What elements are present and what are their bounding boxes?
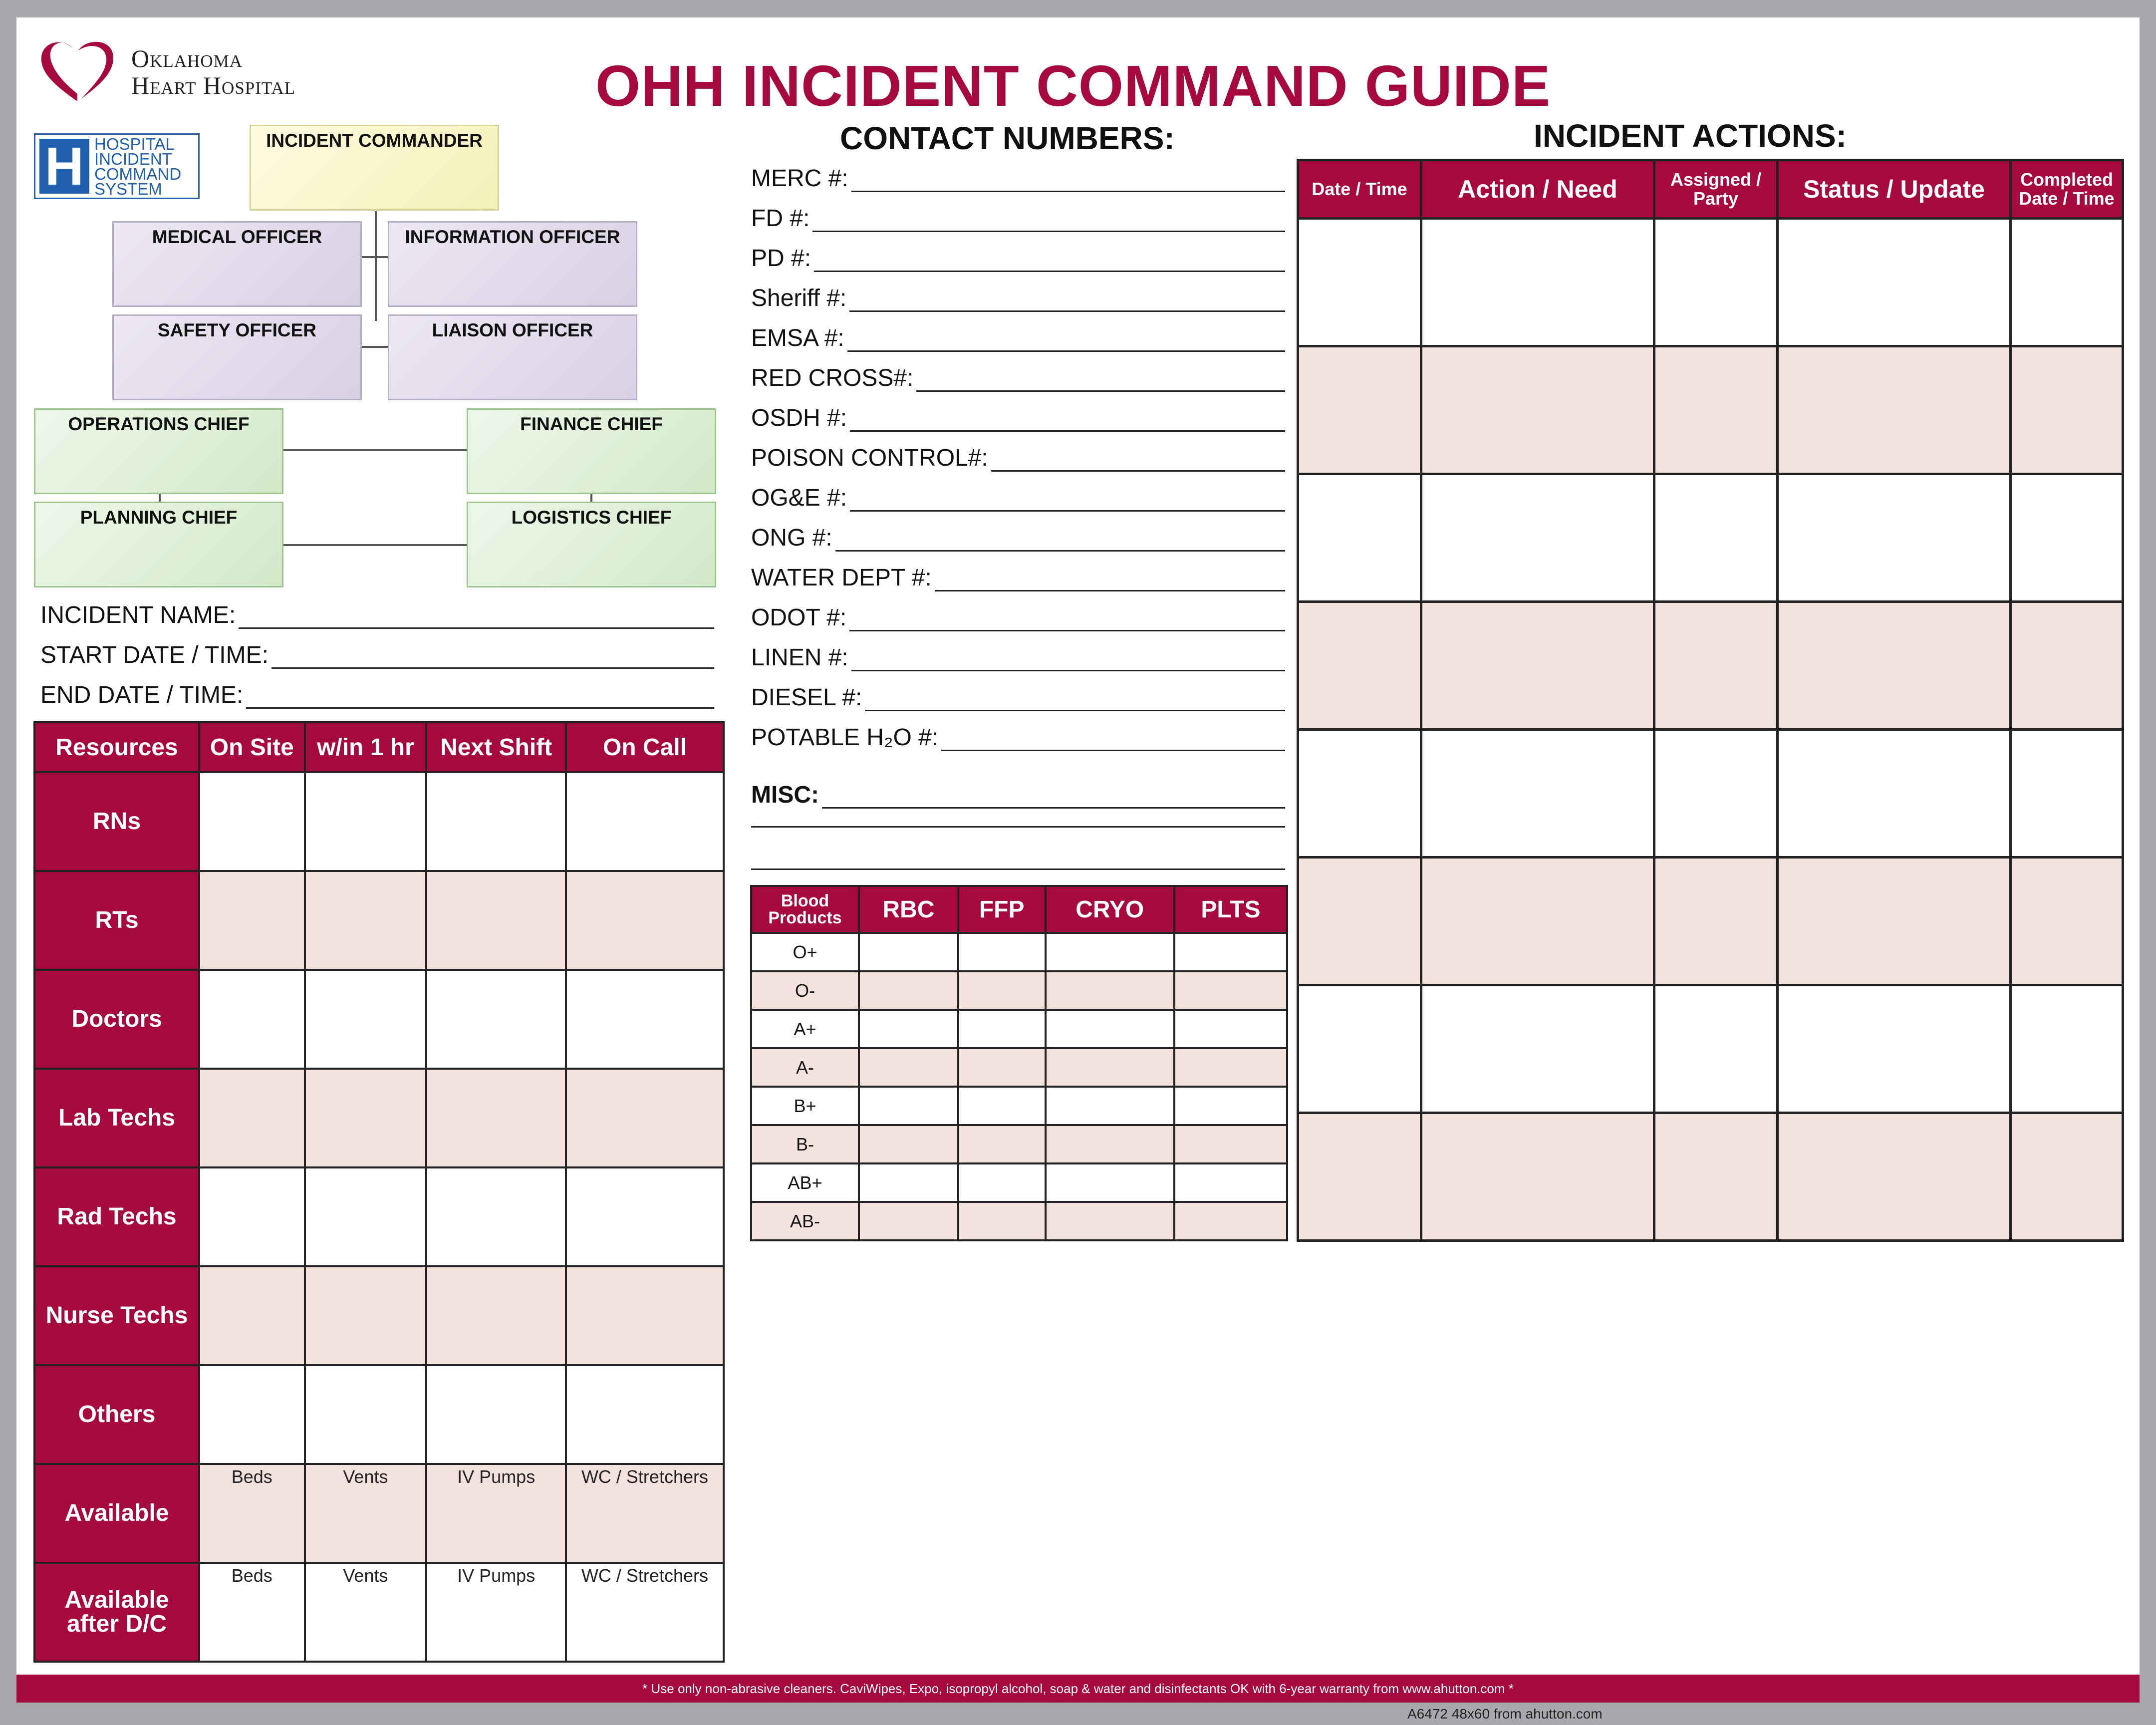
org-connector: [361, 346, 391, 348]
table-cell[interactable]: [958, 971, 1046, 1010]
table-cell[interactable]: [1046, 971, 1174, 1010]
table-row: [1298, 985, 2123, 1113]
contact-field[interactable]: [751, 444, 1285, 472]
field-label: ODOT #:: [751, 604, 847, 631]
blood-type: O-: [751, 971, 859, 1010]
table-cell[interactable]: [1778, 219, 2011, 346]
table-cell[interactable]: [426, 871, 566, 970]
entry-line[interactable]: [812, 211, 1285, 232]
entry-line[interactable]: [850, 490, 1285, 512]
contact-field[interactable]: [751, 205, 1285, 232]
table-cell[interactable]: [859, 933, 958, 971]
table-cell[interactable]: [566, 970, 724, 1069]
entry-line[interactable]: [851, 171, 1285, 192]
table-cell[interactable]: [1421, 602, 1654, 730]
entry-line[interactable]: [865, 690, 1285, 711]
table-cell[interactable]: [1174, 1163, 1287, 1202]
row-label: Rad Techs: [34, 1167, 199, 1266]
table-row: [751, 1010, 1287, 1048]
table-cell[interactable]: [1654, 730, 1778, 858]
table-cell[interactable]: [566, 1365, 724, 1464]
start-date-field[interactable]: [40, 641, 714, 669]
table-row: [34, 871, 724, 970]
table-cell[interactable]: [1654, 858, 1778, 985]
table-cell[interactable]: [2011, 474, 2123, 602]
table-cell[interactable]: IV Pumps: [426, 1563, 566, 1662]
table-cell[interactable]: [958, 1163, 1046, 1202]
field-label: DIESEL #:: [751, 684, 862, 711]
row-label: RNs: [34, 772, 199, 871]
table-cell[interactable]: [1298, 1113, 1421, 1241]
table-cell[interactable]: [2011, 858, 2123, 985]
table-cell[interactable]: [1046, 1125, 1174, 1163]
row-label: Available: [34, 1464, 199, 1563]
field-label: EMSA #:: [751, 325, 844, 351]
entry-line[interactable]: [835, 530, 1285, 552]
table-cell[interactable]: [1778, 602, 2011, 730]
table-cell[interactable]: [1421, 1113, 1654, 1241]
field-label: POTABLE H₂O #:: [751, 724, 939, 751]
field-label: END DATE / TIME:: [40, 682, 244, 708]
contact-field[interactable]: [751, 644, 1285, 671]
field-label: OG&E #:: [751, 485, 847, 511]
row-label: Lab Techs: [34, 1069, 199, 1167]
contact-numbers-heading: CONTACT NUMBERS:: [840, 120, 1175, 156]
table-row: [1298, 1113, 2123, 1241]
table-cell[interactable]: [199, 1365, 305, 1464]
medical-officer-box: MEDICAL OFFICER: [112, 221, 362, 307]
contact-field[interactable]: [751, 564, 1285, 591]
table-row: [1298, 602, 2123, 730]
table-row: [34, 772, 724, 871]
table-cell[interactable]: [1654, 474, 1778, 602]
table-cell[interactable]: [305, 970, 427, 1069]
table-row: [34, 1167, 724, 1266]
information-officer-box: INFORMATION OFFICER: [388, 221, 637, 307]
logo-line-1: Oklahoma: [131, 44, 243, 72]
field-label: Sheriff #:: [751, 285, 847, 311]
field-label: OSDH #:: [751, 405, 847, 431]
table-cell[interactable]: [859, 1202, 958, 1240]
blood-type: AB-: [751, 1202, 859, 1240]
org-connector: [281, 449, 471, 451]
entry-line[interactable]: [991, 450, 1285, 472]
table-row: [1298, 474, 2123, 602]
table-cell[interactable]: [199, 1266, 305, 1365]
table-cell[interactable]: [1298, 219, 1421, 346]
table-cell[interactable]: [2011, 730, 2123, 858]
org-connector: [281, 544, 471, 546]
table-cell[interactable]: Vents: [305, 1464, 427, 1563]
table-cell[interactable]: [1046, 1087, 1174, 1125]
blood-type: AB+: [751, 1163, 859, 1202]
table-cell[interactable]: [1174, 1202, 1287, 1240]
col-ffp: FFP: [958, 886, 1046, 933]
field-label: WATER DEPT #:: [751, 565, 932, 591]
table-cell[interactable]: [1421, 985, 1654, 1113]
table-cell[interactable]: [305, 1266, 427, 1365]
table-cell[interactable]: [305, 772, 427, 871]
field-label: MISC:: [751, 782, 819, 808]
table-cell[interactable]: [1421, 474, 1654, 602]
table-cell[interactable]: [1298, 602, 1421, 730]
safety-officer-box: SAFETY OFFICER: [112, 314, 362, 400]
planning-chief-box: PLANNING CHIEF: [34, 502, 283, 587]
contact-field[interactable]: [751, 364, 1285, 392]
table-cell[interactable]: [958, 1202, 1046, 1240]
command-board: [16, 17, 2140, 1703]
table-cell[interactable]: [2011, 1113, 2123, 1241]
contact-field[interactable]: [751, 324, 1285, 352]
table-cell[interactable]: [1046, 1163, 1174, 1202]
footer-bar: * Use only non-abrasive cleaners. CaviWipes, Expo, isopropyl alcohol, soap & water and disinfectants OK with 6-year warranty from www.ahutton.com *: [16, 1675, 2140, 1703]
table-cell[interactable]: [426, 1069, 566, 1167]
table-row: [751, 1125, 1287, 1163]
hics-words: [94, 137, 181, 197]
table-cell[interactable]: [199, 1069, 305, 1167]
table-cell[interactable]: [199, 1167, 305, 1266]
table-cell[interactable]: [1421, 219, 1654, 346]
table-row: [751, 1202, 1287, 1240]
contact-field[interactable]: [751, 724, 1285, 751]
table-cell[interactable]: [566, 1266, 724, 1365]
field-label: START DATE / TIME:: [40, 642, 269, 668]
hics-word: INCIDENT: [94, 150, 172, 168]
col-next-shift: Next Shift: [426, 722, 566, 772]
table-cell[interactable]: [426, 970, 566, 1069]
table-cell[interactable]: [1298, 474, 1421, 602]
table-cell[interactable]: Vents: [305, 1563, 427, 1662]
field-label: PD #:: [751, 245, 811, 272]
table-cell[interactable]: [958, 933, 1046, 971]
field-label: LINEN #:: [751, 644, 848, 671]
table-row: [34, 1563, 724, 1662]
resources-table: [33, 721, 725, 1663]
table-row: [34, 1464, 724, 1563]
heart-logo-icon: [37, 36, 117, 104]
table-cell[interactable]: [426, 1167, 566, 1266]
hics-word: COMMAND: [94, 165, 182, 183]
table-cell[interactable]: [1298, 985, 1421, 1113]
table-cell[interactable]: [305, 1365, 427, 1464]
misc-line[interactable]: [751, 826, 1285, 828]
table-cell[interactable]: [1778, 474, 2011, 602]
table-cell[interactable]: [859, 1163, 958, 1202]
row-label: Others: [34, 1365, 199, 1464]
entry-line[interactable]: [847, 330, 1285, 352]
table-row: [1298, 346, 2123, 474]
contact-field[interactable]: [751, 524, 1285, 552]
table-row: [1298, 858, 2123, 985]
col-rbc: RBC: [859, 886, 958, 933]
table-cell[interactable]: [305, 1069, 427, 1167]
table-cell[interactable]: [859, 1087, 958, 1125]
table-cell[interactable]: [859, 1010, 958, 1048]
table-cell[interactable]: [1654, 219, 1778, 346]
table-cell[interactable]: [2011, 602, 2123, 730]
page-title: OHH INCIDENT COMMAND GUIDE: [595, 53, 1551, 118]
table-row: [751, 1087, 1287, 1125]
table-cell[interactable]: [859, 971, 958, 1010]
entry-line[interactable]: [916, 370, 1285, 392]
entry-line[interactable]: [941, 730, 1285, 751]
col-on-site: On Site: [199, 722, 305, 772]
table-cell[interactable]: [1778, 985, 2011, 1113]
table-cell[interactable]: [566, 871, 724, 970]
contact-field[interactable]: [751, 484, 1285, 512]
hics-word: SYSTEM: [94, 180, 162, 198]
blood-type: A+: [751, 1010, 859, 1048]
table-cell[interactable]: [958, 1087, 1046, 1125]
table-cell[interactable]: WC / Stretchers: [566, 1464, 724, 1563]
field-label: MERC #:: [751, 165, 848, 192]
table-cell[interactable]: [426, 772, 566, 871]
contact-field[interactable]: [751, 404, 1285, 432]
table-cell[interactable]: [1654, 1113, 1778, 1241]
table-cell[interactable]: [566, 1069, 724, 1167]
table-cell[interactable]: [2011, 985, 2123, 1113]
col-date-time: Date / Time: [1298, 160, 1421, 219]
table-cell[interactable]: [1046, 1202, 1174, 1240]
table-cell[interactable]: [1298, 730, 1421, 858]
org-connector: [361, 256, 391, 258]
table-cell[interactable]: [1046, 933, 1174, 971]
table-row: [1298, 730, 2123, 858]
table-cell[interactable]: [1174, 1048, 1287, 1087]
row-label: Available after D/C: [34, 1563, 199, 1662]
table-cell[interactable]: [2011, 346, 2123, 474]
table-cell[interactable]: [1174, 933, 1287, 971]
table-cell[interactable]: [859, 1125, 958, 1163]
finance-chief-box: FINANCE CHIEF: [467, 408, 716, 494]
table-cell[interactable]: Beds: [199, 1464, 305, 1563]
misc-line[interactable]: [751, 868, 1285, 870]
field-label: FD #:: [751, 205, 810, 232]
incident-actions-heading: INCIDENT ACTIONS:: [1534, 118, 1847, 154]
table-cell[interactable]: Beds: [199, 1563, 305, 1662]
table-header-row: [751, 886, 1287, 933]
table-cell[interactable]: [958, 1125, 1046, 1163]
row-label: Doctors: [34, 970, 199, 1069]
table-cell[interactable]: IV Pumps: [426, 1464, 566, 1563]
entry-line[interactable]: [851, 650, 1285, 671]
field-label: RED CROSS#:: [751, 365, 914, 391]
table-cell[interactable]: [1778, 730, 2011, 858]
contact-field[interactable]: [751, 285, 1285, 312]
table-cell[interactable]: [199, 772, 305, 871]
col-resources: Resources: [34, 722, 199, 772]
table-cell[interactable]: [1421, 858, 1654, 985]
table-cell[interactable]: [1174, 1010, 1287, 1048]
entry-line[interactable]: [849, 290, 1285, 312]
table-cell[interactable]: [199, 871, 305, 970]
table-cell[interactable]: WC / Stretchers: [566, 1563, 724, 1662]
field-label: INCIDENT NAME:: [40, 602, 236, 628]
table-cell[interactable]: [1298, 858, 1421, 985]
table-row: [34, 1365, 724, 1464]
table-cell[interactable]: [1654, 602, 1778, 730]
misc-field[interactable]: [751, 781, 1285, 809]
incident-actions-table: [1297, 159, 2124, 1242]
blood-type: B-: [751, 1125, 859, 1163]
table-cell[interactable]: [958, 1010, 1046, 1048]
col-status-update: Status / Update: [1778, 160, 2011, 219]
table-cell[interactable]: [1046, 1048, 1174, 1087]
table-row: [34, 1266, 724, 1365]
hics-word: HOSPITAL: [94, 135, 175, 153]
table-cell[interactable]: [1778, 858, 2011, 985]
col-within-1hr: w/in 1 hr: [305, 722, 427, 772]
blood-type: B+: [751, 1087, 859, 1125]
org-connector: [375, 211, 377, 321]
table-cell[interactable]: [1298, 346, 1421, 474]
incident-name-field[interactable]: [40, 601, 714, 629]
table-cell[interactable]: [1654, 985, 1778, 1113]
table-row: [751, 1163, 1287, 1202]
hospital-name: [131, 45, 295, 99]
contact-field[interactable]: [751, 245, 1285, 272]
table-row: [751, 1048, 1287, 1087]
table-row: [751, 971, 1287, 1010]
contact-field[interactable]: [751, 684, 1285, 711]
table-cell[interactable]: [1778, 346, 2011, 474]
table-cell[interactable]: [1421, 346, 1654, 474]
col-plts: PLTS: [1174, 886, 1287, 933]
table-cell[interactable]: [1174, 1087, 1287, 1125]
hics-logo: [34, 133, 200, 199]
row-label: RTs: [34, 871, 199, 970]
table-row: [34, 1069, 724, 1167]
col-blood-products: Blood Products: [751, 886, 859, 933]
operations-chief-box: OPERATIONS CHIEF: [34, 408, 283, 494]
table-cell[interactable]: [1421, 730, 1654, 858]
col-cryo: CRYO: [1046, 886, 1174, 933]
col-completed: Completed Date / Time: [2011, 160, 2123, 219]
table-cell[interactable]: [1654, 346, 1778, 474]
table-cell[interactable]: [2011, 219, 2123, 346]
table-cell[interactable]: [426, 1266, 566, 1365]
row-label: Nurse Techs: [34, 1266, 199, 1365]
blood-type: O+: [751, 933, 859, 971]
entry-line[interactable]: [849, 610, 1285, 631]
credit-text: A6472 48x60 from ahutton.com: [1407, 1706, 1603, 1722]
liaison-officer-box: LIAISON OFFICER: [388, 314, 637, 400]
table-cell[interactable]: [1046, 1010, 1174, 1048]
table-cell[interactable]: [1778, 1113, 2011, 1241]
blood-type: A-: [751, 1048, 859, 1087]
table-cell[interactable]: [305, 1167, 427, 1266]
col-action-need: Action / Need: [1421, 160, 1654, 219]
hics-letter: H: [39, 139, 89, 194]
entry-line[interactable]: [850, 410, 1285, 432]
field-label: ONG #:: [751, 525, 832, 551]
table-row: [1298, 219, 2123, 346]
table-cell[interactable]: [426, 1365, 566, 1464]
table-cell[interactable]: [1174, 1125, 1287, 1163]
field-label: POISON CONTROL#:: [751, 445, 988, 471]
entry-line[interactable]: [935, 570, 1285, 591]
entry-line[interactable]: [814, 251, 1285, 272]
table-cell[interactable]: [199, 970, 305, 1069]
table-cell[interactable]: [566, 1167, 724, 1266]
contact-field[interactable]: [751, 165, 1285, 192]
table-header-row: [34, 722, 724, 772]
logistics-chief-box: LOGISTICS CHIEF: [467, 502, 716, 587]
blood-products-table: [750, 885, 1288, 1241]
col-assigned-party: Assigned / Party: [1654, 160, 1778, 219]
table-cell[interactable]: [859, 1048, 958, 1087]
table-cell[interactable]: [566, 772, 724, 871]
table-row: [34, 970, 724, 1069]
table-cell[interactable]: [305, 871, 427, 970]
end-date-field[interactable]: [40, 681, 714, 709]
table-cell[interactable]: [958, 1048, 1046, 1087]
contact-field[interactable]: [751, 604, 1285, 631]
col-on-call: On Call: [566, 722, 724, 772]
table-cell[interactable]: [1174, 971, 1287, 1010]
table-header-row: [1298, 160, 2123, 219]
table-row: [751, 933, 1287, 971]
incident-commander-box: INCIDENT COMMANDER: [250, 125, 499, 211]
logo-line-2: Heart Hospital: [131, 71, 296, 99]
